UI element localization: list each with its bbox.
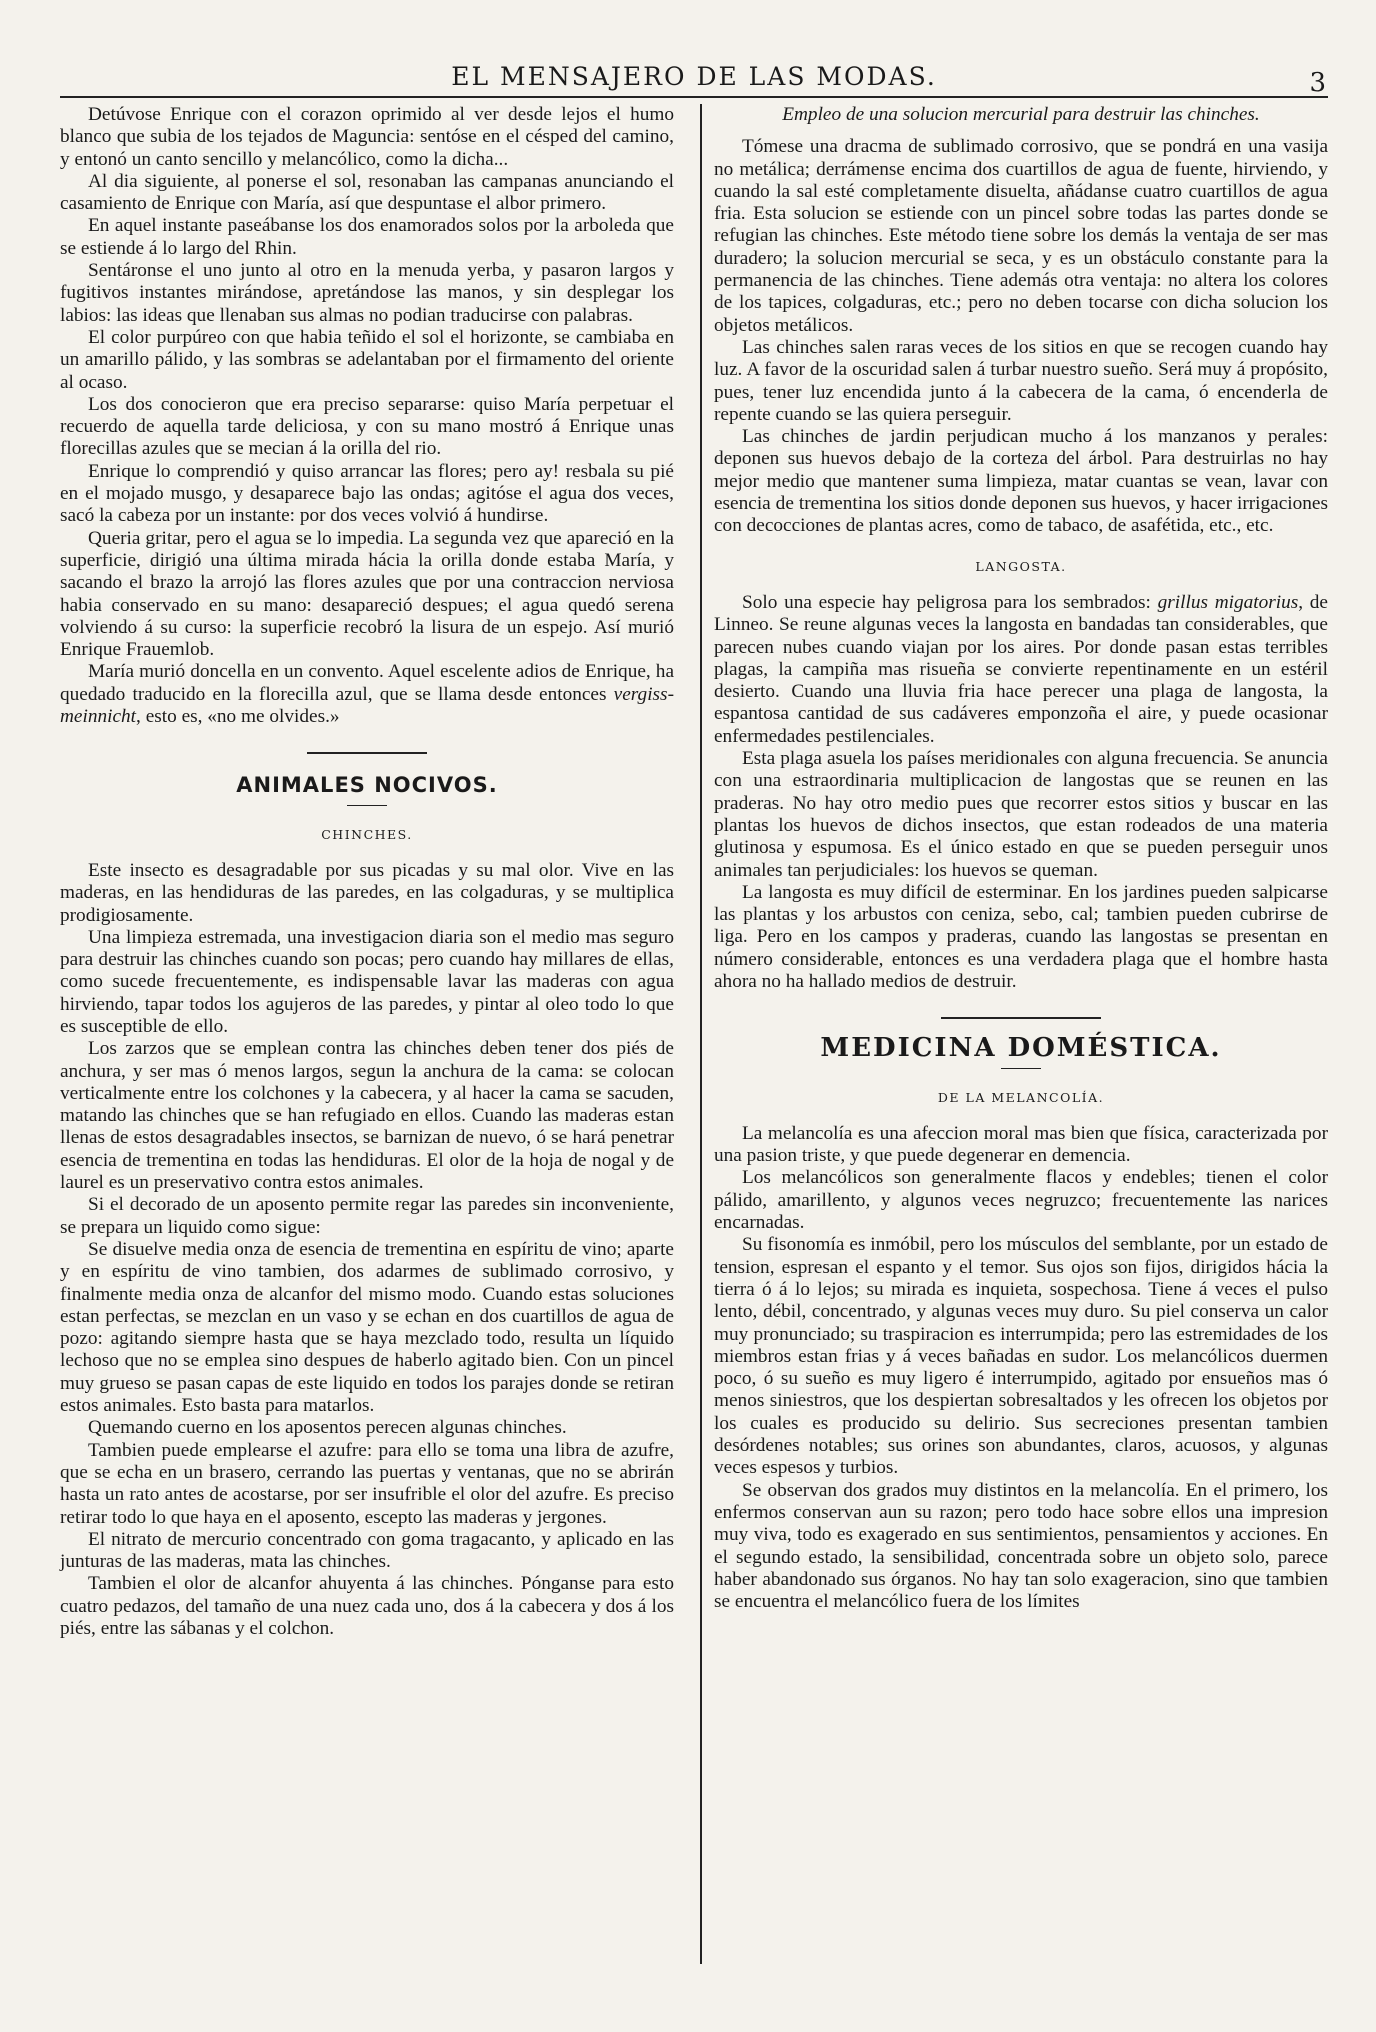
story-final-paragraph: María murió doncella en un convento. Aquel escelente adios de Enrique, ha quedado traducido en la florecilla azul, que se llama desde entonces vergiss-meinnicht, esto es, «no me olvides.» — [60, 661, 674, 728]
langosta-paragraph: Solo una especie hay peligrosa para los sembrados: grillus migatorius, de Linneo. Se reune algunas veces la langosta en bandadas tan considerables, que parecen nubes cuando viajan por los aires. Por donde pasan estas terribles plagas, la campiña mas risueña se convierte repentinamente en un estéril desierto. Cuando una lluvia fria hace perecer una plaga de langosta, la espantosa cantidad de sus cadáveres emponzoña el aire, y puede ocasionar enfermedades pestilenciales. — [714, 591, 1328, 747]
page-number: 3 — [1309, 68, 1326, 98]
melancolia-paragraph: La melancolía es una afeccion moral mas bien que física, caracterizada por una pasion triste, y que puede degenerar en demencia. — [714, 1122, 1328, 1167]
story-paragraph: Detúvose Enrique con el corazon oprimido al ver desde lejos el humo blanco que subia de los tejados de Maguncia: sentóse en el césped del camino, y entonó un canto sencillo y melancólico, como la dicha... — [60, 104, 674, 170]
story-paragraph: Enrique lo comprendió y quiso arrancar las flores; pero ay! resbala su pié en el mojado musgo, y desaparece bajo las ondas; agitóse el agua dos veces, sacó la cabeza por un instante: por dos veces volvió á hundirse. — [60, 460, 674, 527]
story-paragraph: En aquel instante paseábanse los dos enamorados solos por la arboleda que se estiende á lo largo del Rhin. — [60, 215, 674, 259]
story-paragraph: El color purpúreo con que habia teñido el sol el horizonte, se cambiaba en un amarillo pálido, y las sombras se adelantaban por el firmamento del oriente al ocaso. — [60, 326, 674, 393]
flower-name: vergiss-meinnicht — [60, 683, 674, 728]
langosta-paragraph: La langosta es muy difícil de esterminar. En los jardines pueden salpicarse las plantas y los arbustos con ceniza, sebo, cal; tambien pueden cubrirse de liga. Pero en los campos y praderas, cuando las langostas se presentan en número considerable, entonces es una verdadera plaga que el hombre hasta ahora no ha hallado medios de destruir. — [714, 881, 1328, 992]
subsection-title-melancolia: DE LA MELANCOLÍA. — [937, 1089, 1105, 1105]
langosta-paragraph: Esta plaga asuela los países meridionales con alguna frecuencia. Se anuncia con una estraordinaria multiplicacion de langostas que se reunen en las praderas. No hay otro medio pues que recorrer estos sitios y buscar en las plantas los huevos de dichos insectos, que estan rodeados de una materia glutinosa y espumosa. Es el único estado en que se pueden perseguir unos animales tan perjudiciales: los huevos se queman. — [714, 748, 1328, 881]
journal-title: EL MENSAJERO DE LAS MODAS. — [451, 62, 937, 91]
column-divider — [700, 104, 702, 1964]
left-column — [60, 104, 692, 1640]
header-rule — [60, 96, 1328, 98]
section-rule — [307, 752, 427, 754]
mercurial-title: Empleo de una solucion mercurial para destruir las chinches. — [782, 104, 1260, 125]
chinches-paragraph: Los zarzos que se emplean contra las chinches deben tener dos piés de anchura, y ser mas ó menos largos, segun la anchura de la cama: se colocan verticalmente entre los colchones y la cabecera, y al hacer la cama se sacuden, matando las chinches que se han refugiado en ellos. Cuando las maderas estan llenas de estos desagradables insectos, se barnizan de nuevo, ó se hará penetrar esencia de trementina en todas las hendiduras. El olor de la hoja de nogal y de laurel es un preservativo contra estos animales. — [60, 1038, 674, 1194]
subsection-title-langosta: LANGOSTA. — [975, 558, 1067, 574]
right-column — [692, 104, 1328, 1640]
section-rule — [941, 1017, 1101, 1019]
chinches-paragraph: Tambien el olor de alcanfor ahuyenta á las chinches. Pónganse para esto cuatro pedazos, del tamaño de una nuez cada uno, dos á la cabecera y dos á los piés, entre las sábanas y el colchon. — [60, 1573, 674, 1639]
chinches-paragraph: Si el decorado de un aposento permite regar las paredes sin inconveniente, se prepara un liquido como sigue: — [60, 1194, 674, 1238]
small-rule — [347, 805, 387, 806]
mercurial-paragraph: Tómese una dracma de sublimado corrosivo, que se pondrá en una vasija no metálica; derrámense encima dos cuartillos de agua de fuente, hirviendo, y cuando la sal esté completamente disuelta, añádanse cuatro cuartillos de agua fria. Esta solucion se estiende con un pincel sobre todas las partes donde se refugian las chinches. Este método tiene sobre los demás la ventaja de ser mas duradero; la solucion mercurial se seca, y es un obstáculo constante para la permanencia de las chinches. Tiene además otra ventaja: no altera los colores de los tapices, colgaduras, etc.; pero no deben tocarse con dicha solucion los objetos metálicos. — [714, 136, 1328, 336]
chinches-paragraph: Quemando cuerno en los aposentos perecen algunas chinches. — [88, 1417, 567, 1439]
chinches-paragraph: Una limpieza estremada, una investigacion diaria son el medio mas seguro para destruir las chinches cuando son pocas; pero cuando hay millares de ellas, como sucede frecuentemente, es indispensable lavar las maderas con agua hirviendo, tapar todos los agujeros de las paredes, y pintar al oleo todo lo que es susceptible de ello. — [60, 926, 674, 1037]
section-title-medicina: MEDICINA DOMÉSTICA. — [820, 1033, 1222, 1064]
story-paragraph: Sentáronse el uno junto al otro en la menuda yerba, y pasaron largos y fugitivos instantes mirándose, apretándose las manos, y sin desplegar los labios: las ideas que llenaban sus almas no podian traducirse con palabras. — [60, 260, 674, 326]
mercurial-paragraph: Las chinches salen raras veces de los sitios en que se recogen cuando hay luz. A favor de la oscuridad salen á turbar nuestro sueño. Será muy á propósito, pues, tener luz encendida junto á la cabecera de la cama, ó encenderla de repente cuando se las quiera perseguir. — [714, 336, 1328, 425]
chinches-paragraph: Este insecto es desagradable por sus picadas y su mal olor. Vive en las maderas, en las hendiduras de las paredes, en las colgaduras, y se multiplica prodigiosamente. — [60, 859, 674, 926]
story-paragraph: Al dia siguiente, al ponerse el sol, resonaban las campanas anunciando el casamiento de Enrique con María, así que despuntase el albor primero. — [60, 170, 674, 215]
melancolia-paragraph: Se observan dos grados muy distintos en la melancolía. En el primero, los enfermos conservan aun su razon; pero todo hace sobre ellos una impresion muy viva, todo es exagerado en sus sentimientos, pensamientos y acciones. En el segundo estado, la sensibilidad, concentrada sobre un objeto solo, parece haber abandonado sus órganos. No hay tan solo exageracion, sino que tambien se encuentra el melancólico fuera de los límites — [714, 1479, 1328, 1613]
chinches-paragraph: Tambien puede emplearse el azufre: para ello se toma una libra de azufre, que se echa en un brasero, cerrando las puertas y ventanas, que no se abrirán hasta un rato antes de acostarse, por ser insufrible el olor del azufre. Es preciso retirar todo lo que haya en el aposento, escepto las maderas y jergones. — [60, 1439, 674, 1528]
story-paragraph: Queria gritar, pero el agua se lo impedia. La segunda vez que apareció en la superficie, dirigió una última mirada hácia la orilla donde estaba María, y sacando el brazo la arrojó las flores azules que por una contraccion nerviosa habia conservado en su mano: desapareció despues; el agua quedó serena volviendo á su curso: la superficie recobró la lisura de un espejo. Así murió Enrique Frauemlob. — [60, 527, 674, 661]
chinches-paragraph: El nitrato de mercurio concentrado con goma tragacanto, y aplicado en las junturas de las maderas, mata las chinches. — [60, 1528, 674, 1573]
section-title-animales: ANIMALES NOCIVOS. — [236, 773, 498, 798]
two-column-body — [60, 104, 1328, 1640]
subsection-title-chinches: CHINCHES. — [321, 826, 413, 842]
melancolia-paragraph: Su fisonomía es inmóbil, pero los músculos del semblante, por un estado de tension, espresan el espanto y el temor. Sus ojos son fijos, dirigidos hácia la tierra ó á lo lejos; su mirada es inquieta, sospechosa. Tiene á veces el pulso lento, débil, concentrado, y algunas veces muy duro. Su piel conserva un calor muy pronunciado; su traspiracion es interrumpida; pero las estremidades de los miembros estan frias y á veces bañadas en sudor. Los melancólicos duermen poco, ó su sueño es muy ligero é interrumpido, agitado por ensueños mas ó menos siniestros, que los despiertan sobresaltados y les ofrecen los objetos por los cuales es producido su delirio. Sus secreciones presentan tambien desórdenes notables; sus orines son abundantes, claros, acuosos, y algunas veces espesos y turbios. — [714, 1234, 1328, 1479]
melancolia-paragraph: Los melancólicos son generalmente flacos y endebles; tienen el color pálido, amarillento, y algunos veces negruzco; frecuentemente las narices encarnadas. — [714, 1167, 1328, 1234]
mercurial-paragraph: Las chinches de jardin perjudican mucho á los manzanos y perales: deponen sus huevos debajo de la corteza del árbol. Para destruirlas no hay mejor medio que mantener suma limpieza, matar cuantas se vean, lavar con esencia de trementina los sitios donde deponen sus huevos, y hacer irrigaciones con decocciones de plantas acres, como de tabaco, de asafétida, etc., etc. — [714, 426, 1328, 537]
small-rule — [1001, 1068, 1041, 1069]
chinches-paragraph: Se disuelve media onza de esencia de trementina en espíritu de vino; aparte y en espíritu de vino tambien, dos adarmes de sublimado corrosivo, y finalmente media onza de alcanfor del mismo modo. Cuando estas soluciones estan perfectas, se mezclan en un vaso y se echan en dos cuartillos de agua de pozo: agitando siempre hasta que se haya mezclado todo, resulta un líquido lechoso que no se emplea sino despues de haberlo agitado bien. Con un pincel muy grueso se pasan capas de este liquido en todos los parajes donde se retiran estos animales. Esto basta para matarlos. — [60, 1238, 674, 1417]
story-paragraph: Los dos conocieron que era preciso separarse: quiso María perpetuar el recuerdo de aquella tarde deliciosa, y con su mano mostró á Enrique unas florecillas azules que se mecian á la orilla del rio. — [60, 393, 674, 460]
species-name: grillus migatorius — [1157, 591, 1299, 613]
masthead — [60, 46, 1328, 98]
